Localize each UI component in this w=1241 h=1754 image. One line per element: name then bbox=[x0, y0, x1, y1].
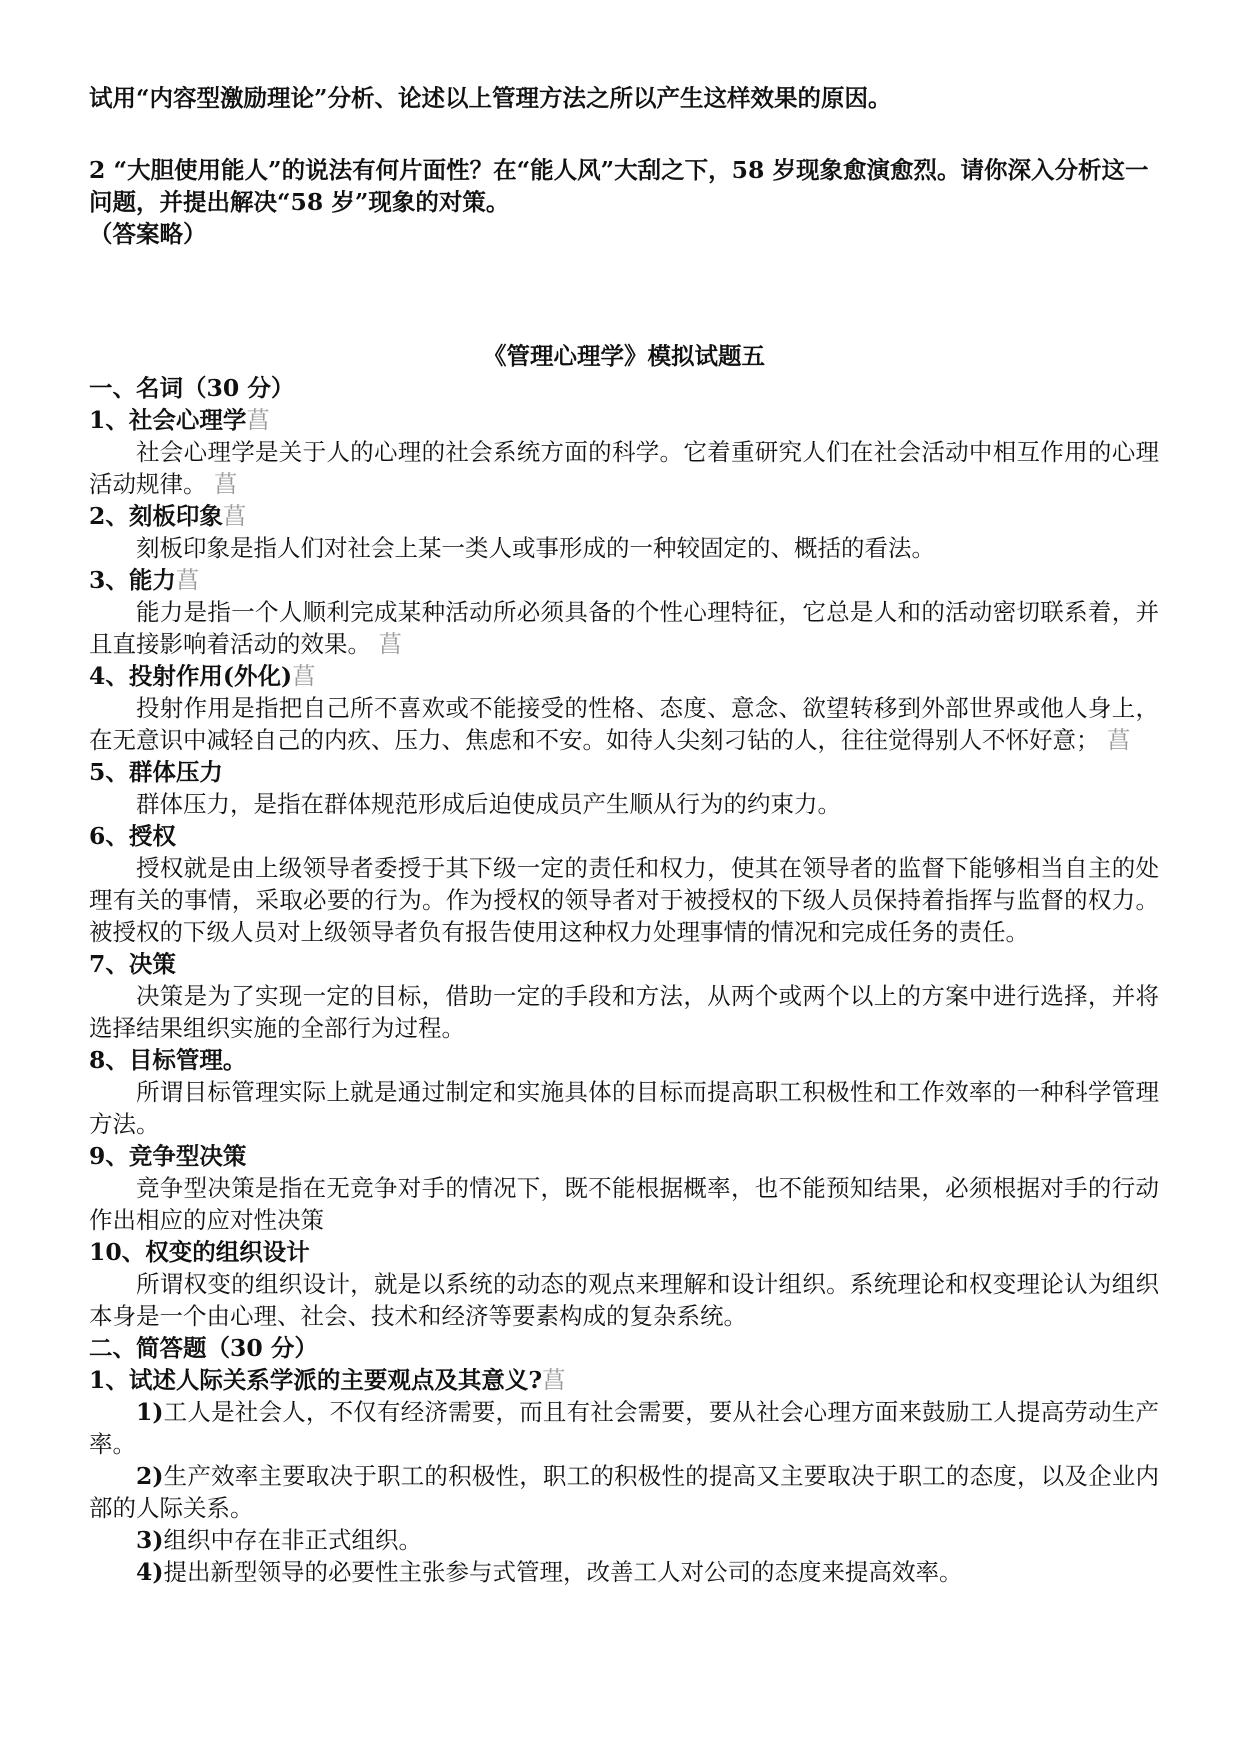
term-heading bbox=[89, 1236, 1159, 1268]
answer-point-text: 提出新型领导的必要性主张参与式管理，改善工人对公司的态度来提高效率。 bbox=[163, 1558, 963, 1586]
answer-points-list bbox=[89, 1396, 1159, 1588]
term-definition-text: 社会心理学是关于人的心理的社会系统方面的科学。它着重研究人们在社会活动中相互作用的心理活动规律。 bbox=[89, 438, 1159, 498]
term-heading bbox=[89, 1140, 1159, 1172]
scan-mark-glyph: 菖 bbox=[246, 406, 270, 434]
term-heading-text: 6、授权 bbox=[89, 822, 176, 850]
term-heading bbox=[89, 500, 1159, 532]
term-heading bbox=[89, 820, 1159, 852]
term-heading bbox=[89, 660, 1159, 692]
answer-omitted-note: （答案略） bbox=[89, 220, 207, 248]
term-definition-text: 所谓权变的组织设计，就是以系统的动态的观点来理解和设计组织。系统理论和权变理论认为组织本身是一个由心理、社会、技术和经济等要素构成的复杂系统。 bbox=[89, 1270, 1159, 1330]
answer-point-text: 组织中存在非正式组织。 bbox=[163, 1526, 422, 1554]
term-definition bbox=[89, 532, 1159, 564]
answer-point-text: 生产效率主要取决于职工的积极性，职工的积极性的提高又主要取决于职工的态度，以及企业内部的人际关系。 bbox=[89, 1462, 1159, 1522]
term-definition bbox=[89, 788, 1159, 820]
term-heading bbox=[89, 756, 1159, 788]
term-heading bbox=[89, 564, 1159, 596]
term-definition-text: 决策是为了实现一定的目标，借助一定的手段和方法，从两个或两个以上的方案中进行选择，并将选择结果组织实施的全部行为过程。 bbox=[89, 982, 1159, 1042]
term-definition bbox=[89, 1172, 1159, 1236]
term-definition bbox=[89, 1076, 1159, 1140]
term-definition bbox=[89, 436, 1159, 500]
section-2-heading: 二、简答题（30 分） bbox=[89, 1334, 318, 1362]
term-heading bbox=[89, 1044, 1159, 1076]
term-definition bbox=[89, 1268, 1159, 1332]
intro-question-line: 试用“内容型激励理论”分析、论述以上管理方法之所以产生这样效果的原因。 bbox=[89, 84, 892, 112]
scan-mark-glyph: 菖 bbox=[213, 470, 238, 498]
answer-point-number: 4) bbox=[136, 1558, 164, 1586]
term-definition-text: 群体压力，是指在群体规范形成后迫使成员产生顺从行为的约束力。 bbox=[136, 790, 841, 818]
term-definition-text: 授权就是由上级领导者委授于其下级一定的责任和权力，使其在领导者的监督下能够相当自主的处理有关的事情，采取必要的行为。作为授权的领导者对于被授权的下级人员保持着指挥与监督的权力。被授权的下级人员对上级领导者负有报告使用这种权力处理事情的情况和完成任务的责任。 bbox=[89, 854, 1159, 946]
term-definition-text: 竞争型决策是指在无竞争对手的情况下，既不能根据概率，也不能预知结果，必须根据对手的行动作出相应的应对性决策 bbox=[89, 1174, 1159, 1234]
term-heading bbox=[89, 948, 1159, 980]
term-definition bbox=[89, 596, 1159, 660]
short-question-1-heading bbox=[89, 1364, 1159, 1396]
document-page bbox=[89, 82, 1159, 1588]
answer-point bbox=[89, 1556, 1159, 1588]
answer-point bbox=[89, 1396, 1159, 1460]
answer-point bbox=[89, 1460, 1159, 1524]
term-heading bbox=[89, 404, 1159, 436]
term-heading-text: 1、社会心理学 bbox=[89, 406, 247, 434]
answer-point bbox=[89, 1524, 1159, 1556]
question-2: 2 “大胆使用能人”的说法有何片面性？在“能人风”大刮之下，58 岁现象愈演愈烈。请你深入分析这一问题，并提出解决“58 岁”现象的对策。 bbox=[89, 156, 1149, 216]
answer-point-number: 1) bbox=[136, 1398, 164, 1426]
scan-mark-glyph: 菖 bbox=[175, 566, 200, 594]
scan-mark-glyph: 菖 bbox=[1106, 726, 1131, 754]
answer-point-text: 工人是社会人，不仅有经济需要，而且有社会需要，要从社会心理方面来鼓励工人提高劳动生产率。 bbox=[89, 1398, 1159, 1458]
answer-point-number: 3) bbox=[136, 1526, 164, 1554]
scan-mark-glyph: 菖 bbox=[292, 662, 316, 690]
section-1-heading: 一、名词（30 分） bbox=[89, 374, 295, 402]
term-heading-text: 3、能力 bbox=[89, 566, 176, 594]
term-definition bbox=[89, 692, 1159, 756]
term-definition-text: 刻板印象是指人们对社会上某一类人或事形成的一种较固定的、概括的看法。 bbox=[136, 534, 935, 562]
exam-title: 《管理心理学》模拟试题五 bbox=[483, 342, 765, 370]
term-heading-text: 5、群体压力 bbox=[89, 758, 223, 786]
scan-mark-glyph: 菖 bbox=[378, 630, 402, 658]
term-definition-text: 投射作用是指把自己所不喜欢或不能接受的性格、态度、意念、欲望转移到外部世界或他人身上，在无意识中减轻自己的内疚、压力、焦虑和不安。如待人尖刻刁钻的人，往往觉得别人不怀好意； bbox=[89, 694, 1159, 754]
term-definition bbox=[89, 980, 1159, 1044]
term-heading-text: 2、刻板印象 bbox=[89, 502, 223, 530]
term-definition-text: 能力是指一个人顺利完成某种活动所必须具备的个性心理特征，它总是人和的活动密切联系着，并且直接影响着活动的效果。 bbox=[89, 598, 1159, 658]
term-heading-text: 4、投射作用(外化) bbox=[89, 662, 293, 690]
scan-mark-glyph: 菖 bbox=[222, 502, 247, 530]
short-question-1-text: 1、试述人际关系学派的主要观点及其意义? bbox=[89, 1366, 543, 1394]
term-heading-text: 8、目标管理。 bbox=[89, 1046, 247, 1074]
term-heading-text: 7、决策 bbox=[89, 950, 176, 978]
terms-list bbox=[89, 404, 1159, 1332]
term-heading-text: 10、权变的组织设计 bbox=[89, 1238, 310, 1266]
term-definition bbox=[89, 852, 1159, 948]
term-heading-text: 9、竞争型决策 bbox=[89, 1142, 247, 1170]
scan-mark-glyph: 菖 bbox=[542, 1366, 566, 1394]
answer-point-number: 2) bbox=[136, 1462, 164, 1490]
term-definition-text: 所谓目标管理实际上就是通过制定和实施具体的目标而提高职工积极性和工作效率的一种科学管理方法。 bbox=[89, 1078, 1159, 1138]
